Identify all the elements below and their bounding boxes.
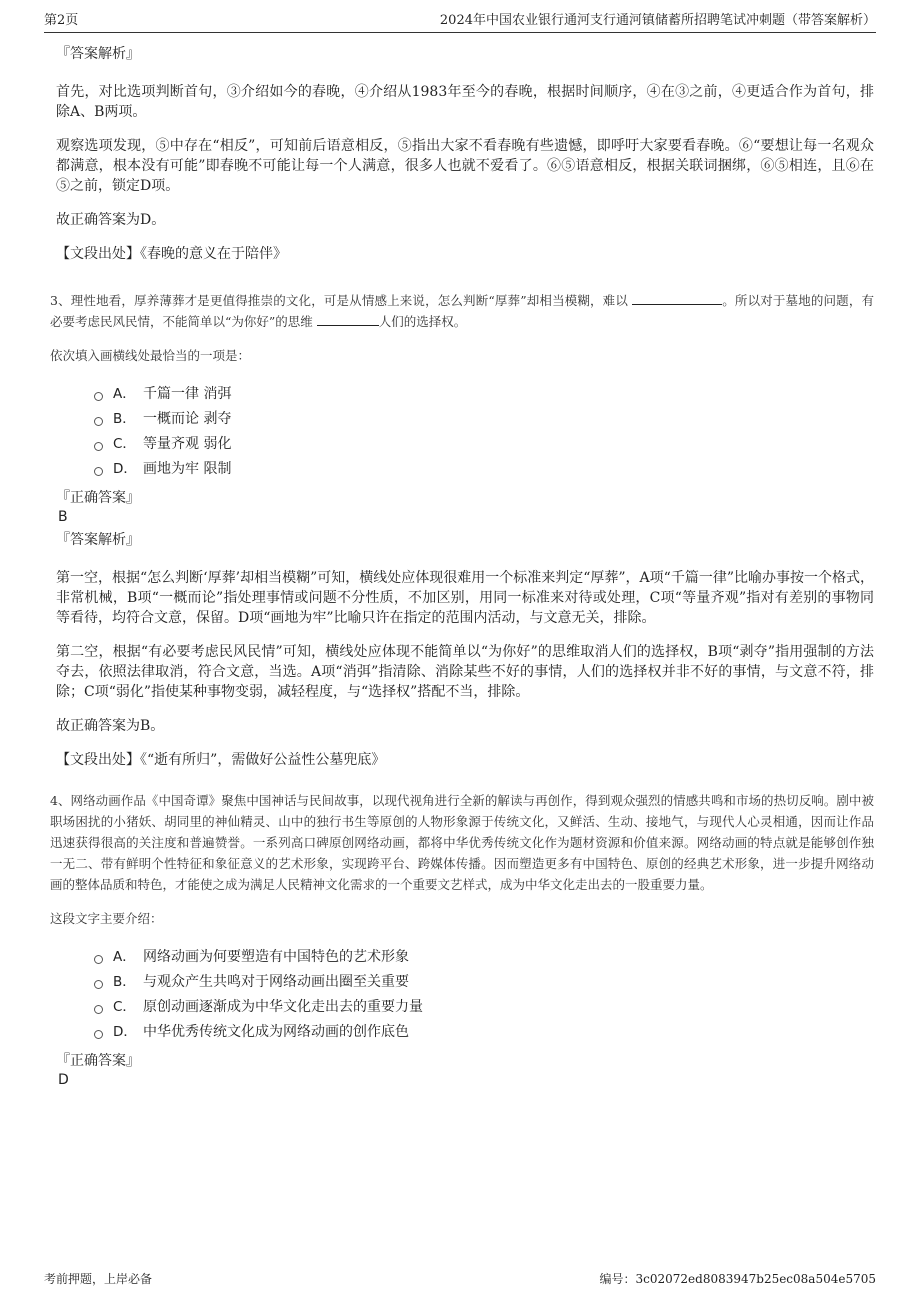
option-text: 原创动画逐渐成为中华文化走出去的重要力量: [143, 999, 423, 1015]
q4-correct-answer: D: [58, 1072, 69, 1088]
q3-option-a[interactable]: [94, 382, 874, 407]
q2-source: 【文段出处】《春晚的意义在于陪伴》: [56, 246, 287, 262]
document-title: 2024年中国农业银行通河支行通河镇储蓄所招聘笔试冲刺题（带答案解析）: [439, 13, 876, 28]
page-header: [44, 12, 876, 33]
option-text: 一概而论 剥夺: [143, 411, 232, 427]
q2-conclusion: 故正确答案为D。: [56, 212, 166, 228]
option-text: 与观众产生共鸣对于网络动画出圈至关重要: [143, 974, 409, 990]
option-letter: A．: [113, 386, 136, 402]
page-number: 第2页: [44, 13, 79, 28]
q4-prompt: 这段文字主要介绍：: [50, 911, 163, 926]
option-text: 中华优秀传统文化成为网络动画的创作底色: [143, 1024, 409, 1040]
option-text: 画地为牢 限制: [143, 461, 232, 477]
radio-icon[interactable]: [94, 467, 103, 476]
option-letter: D．: [113, 1024, 137, 1040]
q4-correct-label: 『正确答案』: [56, 1053, 140, 1069]
option-letter: B．: [113, 411, 136, 427]
q3-stem: [50, 290, 874, 332]
radio-icon[interactable]: [94, 955, 103, 964]
q2-analysis-label: 『答案解析』: [56, 46, 140, 62]
q3-option-d[interactable]: [94, 457, 874, 482]
q3-analysis-p2: 第二空，根据“有必要考虑民风民情”可知，横线处应体现不能简单以“为你好”的思维取消人们的选择权，B项“剥夺”指用强制的方法夺去，依照法律取消，符合文意，当选。A项“消弭”指清除、消除某些不好的事情，人们的选择权并非不好的事情，与文意不符，排除；C项“弱化”指使某种事物变弱，减轻程度，与“选择权”搭配不当，排除。: [56, 644, 874, 700]
radio-icon[interactable]: [94, 417, 103, 426]
radio-icon[interactable]: [94, 980, 103, 989]
q3-analysis-p1: 第一空，根据“怎么判断‘厚葬’却相当模糊”可知，横线处应体现很难用一个标准来判定“厚葬”，A项“千篇一律”比喻办事按一个格式，非常机械，B项“一概而论”指处理事情或问题不分性质，不加区别，用同一标准来对待或处理，C项“等量齐观”指对有差别的事物同等看待，均符合文意，保留。D项“画地为牢”比喻只许在指定的范围内活动，与文意无关，排除。: [56, 570, 874, 626]
q3-options: [94, 382, 874, 482]
q4-options: [94, 945, 874, 1045]
option-letter: A．: [113, 949, 136, 965]
q4-option-d[interactable]: [94, 1020, 874, 1045]
option-text: 千篇一律 消弭: [143, 386, 232, 402]
q3-stem-part-b: 。所以对于墓地的问题，有必要考虑民风民情，不能简单以“为你好”的思维: [50, 293, 874, 329]
option-letter: D．: [113, 461, 137, 477]
radio-icon[interactable]: [94, 442, 103, 451]
document-serial: 编号：3c02072ed8083947b25ec08a504e5705: [599, 1272, 876, 1286]
q2-analysis-p2: 观察选项发现，⑤中存在“相反”，可知前后语意相反，⑤指出大家不看春晚有些遗憾，即呼吁大家要看春晚。⑥“要想让每一名观众都满意，根本没有可能”即春晚不可能让每一个人满意，很多人也就不爱看了。⑥⑤语意相反，根据关联词捆绑，⑥⑤相连，且⑥在⑤之前，锁定D项。: [56, 138, 874, 194]
q3-option-c[interactable]: [94, 432, 874, 457]
q4-option-c[interactable]: [94, 995, 874, 1020]
q4-option-a[interactable]: [94, 945, 874, 970]
radio-icon[interactable]: [94, 1030, 103, 1039]
q3-blank-1: [632, 290, 722, 305]
q4-stem: 4、网络动画作品《中国奇谭》聚焦中国神话与民间故事，以现代视角进行全新的解读与再创作，得到观众强烈的情感共鸣和市场的热切反响。剧中被职场困扰的小猪妖、胡同里的神仙精灵、山中的独行书生等原创的人物形象源于传统文化，又鲜活、生动、接地气，与现代人心灵相通，因而让作品迅速获得很高的关注度和普遍赞誉。一系列高口碑原创网络动画，都将中华优秀传统文化作为题材资源和价值来源。网络动画的特点就是能够创作独一无二、带有鲜明个性特征和象征意义的艺术形象，实现跨平台、跨媒体传播。因而塑造更多有中国特色、原创的经典艺术形象，进一步提升网络动画的整体品质和特色，才能使之成为满足人民精神文化需求的一个重要文艺样式，成为中华文化走出去的一股重要力量。: [50, 793, 874, 892]
q4-option-b[interactable]: [94, 970, 874, 995]
q3-conclusion: 故正确答案为B。: [56, 718, 165, 734]
document-body: [50, 40, 874, 1091]
q3-correct-label: 『正确答案』: [56, 490, 140, 506]
q3-option-b[interactable]: [94, 407, 874, 432]
radio-icon[interactable]: [94, 1005, 103, 1014]
page-footer: [44, 1270, 876, 1288]
option-letter: B．: [113, 974, 136, 990]
q3-analysis-label: 『答案解析』: [56, 532, 140, 548]
q3-source: 【文段出处】《“逝有所归”，需做好公益性公墓兜底》: [56, 752, 386, 768]
option-text: 网络动画为何要塑造有中国特色的艺术形象: [143, 949, 409, 965]
option-letter: C．: [113, 436, 136, 452]
q2-analysis-p1: 首先，对比选项判断首句，③介绍如今的春晚，④介绍从1983年至今的春晚，根据时间顺序，④在③之前，④更适合作为首句，排除A、B两项。: [56, 84, 874, 120]
option-text: 等量齐观 弱化: [143, 436, 232, 452]
q3-stem-part-c: 人们的选择权。: [378, 314, 467, 329]
q3-blank-2: [317, 311, 379, 326]
option-letter: C．: [113, 999, 136, 1015]
radio-icon[interactable]: [94, 392, 103, 401]
q3-prompt: 依次填入画横线处最恰当的一项是：: [50, 348, 251, 363]
q3-stem-part-a: 3、理性地看，厚养薄葬才是更值得推崇的文化，可是从情感上来说，怎么判断“厚葬”却相当模糊，难以: [50, 293, 633, 308]
q3-correct-answer: B: [58, 509, 68, 525]
footer-slogan: 考前押题，上岸必备: [44, 1272, 153, 1286]
